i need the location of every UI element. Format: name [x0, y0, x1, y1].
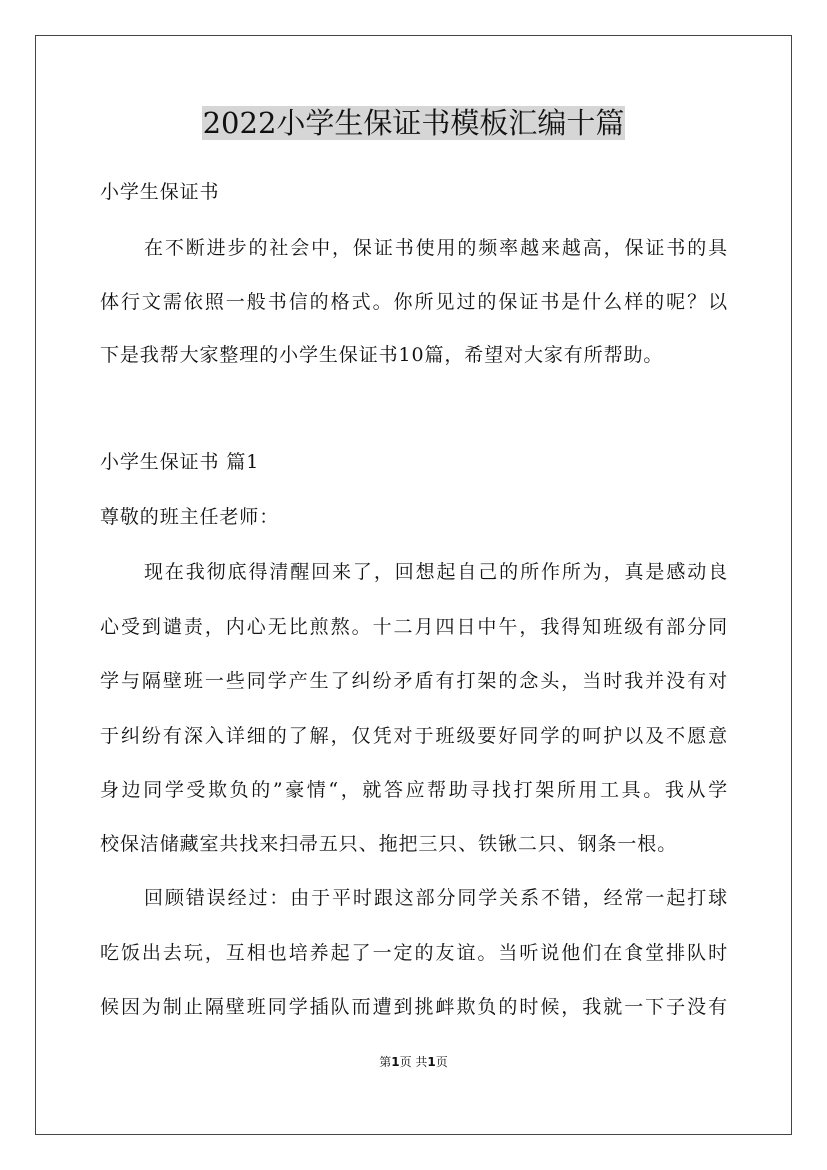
document-title [0, 103, 827, 143]
footer-total-pages: 1 [427, 1055, 436, 1069]
para1-line-6: 校保洁储藏室共找来扫帚五只、拖把三只、铁锹二只、钢条一根。 [100, 833, 678, 855]
page-footer [0, 1053, 827, 1070]
footer-suffix: 页 [435, 1055, 448, 1069]
para2-line-2: 吃饭出去玩，互相也培养起了一定的友谊。当听说他们在食堂排队时 [100, 942, 728, 964]
para2-line-3: 候因为制止隔壁班同学插队而遭到挑衅欺负的时候，我就一下子没有 [100, 996, 728, 1018]
article-heading: 小学生保证书 篇1 [100, 451, 260, 473]
salutation: 尊敬的班主任老师： [100, 506, 280, 528]
footer-mid: 页 共 [399, 1055, 428, 1069]
section-heading: 小学生保证书 [100, 181, 220, 203]
para1-line-4: 于纠纷有深入详细的了解，仅凭对于班级要好同学的呵护以及不愿意 [100, 725, 728, 747]
footer-page-number: 1 [391, 1055, 400, 1069]
para1-line-5: 身边同学受欺负的”豪情“，就答应帮助寻找打架所用工具。我从学 [100, 779, 728, 801]
para2-line-1: 回顾错误经过：由于平时跟这部分同学关系不错，经常一起打球 [144, 887, 728, 909]
footer-prefix: 第 [379, 1055, 392, 1069]
intro-line-3: 下是我帮大家整理的小学生保证书10篇，希望对大家有所帮助。 [100, 344, 664, 366]
intro-line-1: 在不断进步的社会中，保证书使用的频率越来越高，保证书的具 [144, 237, 728, 259]
para1-line-1: 现在我彻底得清醒回来了，回想起自己的所作所为，真是感动良 [144, 561, 728, 583]
document-title-text: 2022小学生保证书模板汇编十篇 [202, 106, 625, 140]
intro-line-2: 体行文需依照一般书信的格式。你所见过的保证书是什么样的呢？以 [100, 291, 728, 313]
para1-line-2: 心受到谴责，内心无比煎熬。十二月四日中午，我得知班级有部分同 [100, 616, 728, 638]
para1-line-3: 学与隔壁班一些同学产生了纠纷矛盾有打架的念头，当时我并没有对 [100, 670, 728, 692]
